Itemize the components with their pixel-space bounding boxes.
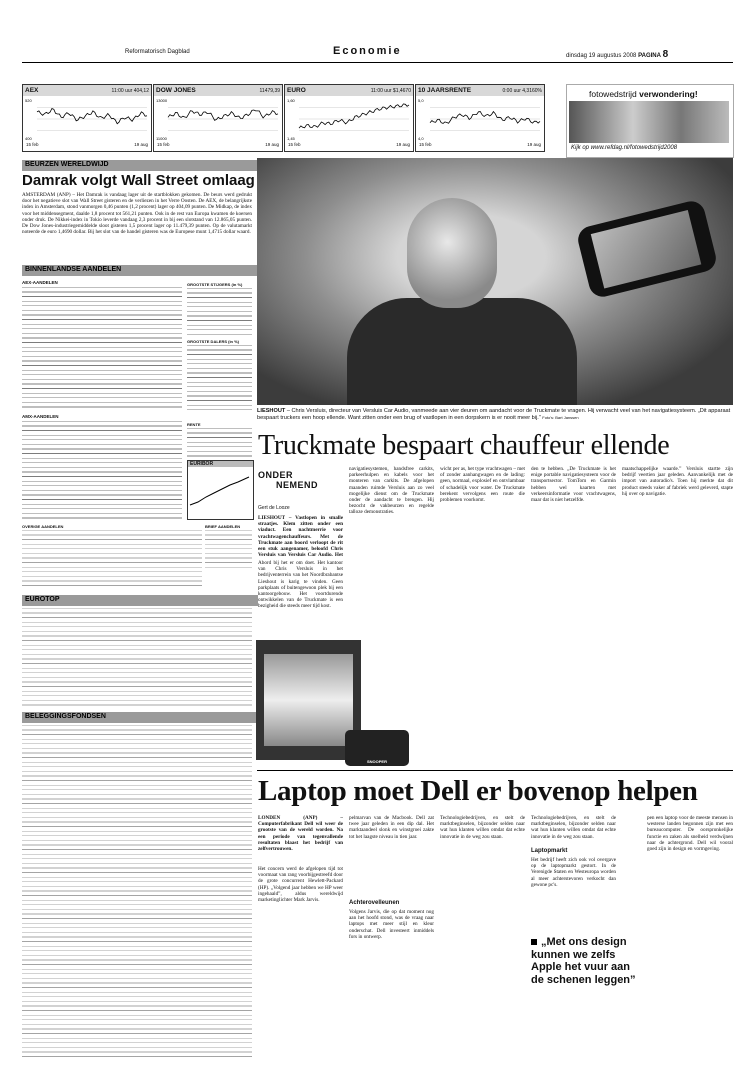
dell-col2a: pelmarvan van de Macbook. Dell zat twee jaar geleden in een dip dal. Het marktaandeel slonk en winstgroei zakte tot het laagste niveau in tien jaar. <box>349 815 434 840</box>
chart-y-bottom: 1,45 <box>287 136 295 141</box>
pull-quote: „Met ons design kunnen we zelfs Apple het vuur aan de schenen leggen” <box>531 936 636 986</box>
brief-table <box>205 530 252 570</box>
chart-plot <box>23 96 149 142</box>
author: Gert de Looze <box>258 505 290 511</box>
top-gainers-table <box>187 288 252 335</box>
amx-table-title: AMX-AANDELEN <box>22 414 59 419</box>
top-losers-title: GROOTSTE DALERS (in %) <box>187 339 239 344</box>
chart-x-start: 15 feb <box>26 142 39 147</box>
section-title: Economie <box>333 45 402 57</box>
beleggingsfondsen-table <box>22 725 252 1060</box>
dell-lead: LONDEN (ANP) – Computerfabrikant Dell wil weer de grootste van de wereld worden. Na een periode van tegenvallende resultaten blaast het bedrijf van zelfvertrouwen. <box>258 815 343 853</box>
feature-lead: LIESHOUT – Vastlopen in smalle straatjes. Klem zitten onder een viaduct. Een nachtmerrie voor vrachtwagenchauffeurs. Met de Truckmate aan boord verloopt de rit een stuk aangenamer, beloofd Chris Versluis van Versluis Car Audio. Het <box>258 515 343 557</box>
chart-y-top: 1,60 <box>287 98 295 103</box>
euribor-line <box>188 467 251 512</box>
euribor-chart: EURIBOR <box>187 460 254 520</box>
promo-photo <box>569 101 729 143</box>
chart-y-top: 13000 <box>156 98 168 103</box>
dell-col4b: Het bedrijf heeft zich ook vol overgave op de laptopmarkt gestort. In de Verenigde Staten en Westeuropa worden al meer achterstevoren verkocht dan gewone pc's. <box>531 857 616 888</box>
chart-name: AEX <box>25 87 39 94</box>
section-header-beleggingsfondsen: BELEGGINGSFONDSEN <box>22 712 258 723</box>
beurzen-article: AMSTERDAM (ANP) – Het Damrak is vandaag lager uit de startblokken gekomen. De beurs werd gedrukt door het negatieve slot van Wall Street gisteren en de verliezen in het Verre Oosten. De AEX, de belangrijkste index in Amsterdam, stond vanmorgen 0,46 punten (1,2 procent) lager op 404,09 punten. De Midkap, de index voor het middensegment, daalde 1,8 procent tot 561,21 punten. Ook in de rest van Europa kwamen de koersen onder druk. De Nikkei-index in Tokio leverde vandaag 2,3 procent in bij een slotstand van 12.865,05 punten. De Dow Jones-industriegemiddelde sloot gisteren 1,5 procent lager op 11.479,39 punten. Op de valutamarkt noteerde de euro 1,4690 dollar. Bij het slot van de handel gisteren was de Europese munt 1,4715 dollar waard. <box>22 192 252 236</box>
chart-x-end: 19 aug <box>527 142 541 147</box>
chart-y-bottom: 4,0 <box>418 136 424 141</box>
aex-shares-table <box>22 287 182 411</box>
chart-name: 10 JAARSRENTE <box>418 87 472 94</box>
section-header-binnenlandse: BINNENLANDSE AANDELEN <box>22 265 258 276</box>
date-page: dinsdag 19 augustus 2008 PAGINA 8 <box>566 49 669 60</box>
chart-plot <box>416 96 542 142</box>
top-losers-table <box>187 345 252 413</box>
feature-col5: maatschappelijke waarde.” Versluis startte zijn bedrijf veertien jaar geleden. Aanvankelijk met de import van autoradio's. Toen hij merkte dat dit product steeds vaker af fabriek werd geleverd, stapte hij over op navigatie. <box>622 466 733 497</box>
dell-col3: Technologiebedrijven, en stelt de marktbeginselen, bijzonder selden naar wat hun klanten willen omdat dat echte innovatie in de weg zou staan. <box>440 815 525 840</box>
chart-value: 0:00 uur 4,3160% <box>502 87 542 94</box>
chart-x-start: 15 feb <box>288 142 301 147</box>
dell-col1: Het concern werd de afgelopen tijd tot voormaat van rang voorbijgestreefd door de grote concurrent Hewlett-Packard (HP). „Volgend jaar hebben we HP weer ingehaald”, aldus wereldwijd marketinglichter Mark Jarvis. <box>258 866 343 904</box>
article-divider <box>257 770 733 771</box>
chart-y-top: 5,0 <box>418 98 424 103</box>
chart-plot <box>285 96 411 142</box>
chart-line <box>37 109 147 124</box>
amx-shares-table <box>22 421 182 521</box>
chart-x-end: 19 aug <box>396 142 410 147</box>
dell-subhead-2: Laptopmarkt <box>531 848 568 854</box>
top-gainers-title: GROOTSTE STIJGERS (in %) <box>187 282 243 287</box>
dell-col5: pen een laptop voor de meeste mensen in westerse landen begonnen zijn met een bureaucomputer. De oorspronkelijke functie en zaken als snelheid verdwijnen naar de achtergrond. Dell wil vooral goed zijn in design en vormgeving. <box>647 815 733 853</box>
chart-plot <box>154 96 280 142</box>
ondernemend-badge: ONDER NEMEND <box>258 470 319 490</box>
headline-damrak: Damrak volgt Wall Street omlaag <box>22 172 255 189</box>
chart-euro <box>284 84 414 152</box>
dell-col4a: Technologiebedrijven, en stelt de marktbeginselen, bijzonder selden naar wat hun klanten willen omdat dat echte innovatie in de weg zou staan. <box>531 815 616 840</box>
section-header-eurotop: EUROTOP <box>22 595 258 606</box>
chart-name: EURO <box>287 87 306 94</box>
chart-dow-jones <box>153 84 283 152</box>
promo-url[interactable]: Kijk op www.refdag.nl/fotowedstrijd2008 <box>571 145 678 151</box>
section-header-beurzen: BEURZEN WERELDWIJD <box>22 160 258 171</box>
brief-title: BRIEF AANDELEN <box>205 524 241 529</box>
chart-x-end: 19 aug <box>265 142 279 147</box>
feature-photo <box>257 158 733 405</box>
overige-table <box>22 530 202 588</box>
chart-value: 11479,39 <box>259 87 280 94</box>
feature-col3: wicht per as, het type vrachtwagen – met of zonder aanhangwagen en de lading: geen, normaal, explosief en ontvlambaar of schadelijk voor water. De Truckmate berekent vervolgens een route die problemen voorkomt. <box>440 466 525 504</box>
chart-aex <box>22 84 152 152</box>
chart-x-start: 15 feb <box>157 142 170 147</box>
chart-y-top: 520 <box>25 98 32 103</box>
dell-col2b: Volgens Jarvis, die op dat moment nog aan het hoofd stond, was de vraag naar laptops met meer stijl en kleur onderschat. Dell investeert inmiddels fors in ontwerp. <box>349 909 434 940</box>
snooper-device-photo: SNOOPER <box>345 730 409 766</box>
headline-dell: Laptop moet Dell er bovenop helpen <box>258 775 698 807</box>
feature-col4: den te hebben. „De Truckmate is het enige portable navigatiesysteem voor de transportsector. TomTom en Garmin hebben wel kaarten met verkeersinformatie voor vrachtwagens, maar dat is niet hetzelfde. <box>531 466 616 504</box>
chart-x-start: 15 feb <box>419 142 432 147</box>
chart-name: DOW JONES <box>156 87 196 94</box>
overige-title: OVERIGE AANDELEN <box>22 524 64 529</box>
chart-x-end: 19 aug <box>134 142 148 147</box>
chart-value: 11:00 uur 404,12 <box>111 87 149 94</box>
rente-table <box>187 428 252 458</box>
header-rule <box>22 62 733 63</box>
photo-contest-promo[interactable]: fotowedstrijd verwondering! Kijk op www.refdag.nl/fotowedstrijd2008 <box>566 84 734 158</box>
headline-truckmate: Truckmate bespaart chauffeur ellende <box>258 430 670 461</box>
chart-y-bottom: 400 <box>25 136 32 141</box>
newspaper-name: Reformatorisch Dagblad <box>125 49 190 55</box>
chart-line <box>430 112 540 124</box>
eurotop-table <box>22 608 252 708</box>
chart-value: 11:00 uur $1,4670 <box>370 87 411 94</box>
chart-y-bottom: 11000 <box>156 136 167 141</box>
aex-table-title: AEX-AANDELEN <box>22 280 58 285</box>
rente-title: RENTE <box>187 422 201 427</box>
feature-col1: Abord bij het er om doet. Het kantoor van Chris Versluis in het bedrijventerrein van het Noordbrabantse Lieshout is karig te vinden. Geen parkplaats of buitengewoon plek bij een kantoorgebouw. Het voortdurende ontwikkelen van de Truckmate is een bezigheid die steeds meer tijd kost. <box>258 560 343 610</box>
chart-10-jaarsrente <box>415 84 545 152</box>
truckmate-device-image <box>575 198 719 299</box>
feature-col2: navigatiesystemen, handsfree carkits, parkeerhulpen en kabels voor het monteren van carkits. De afgelopen maanden ruimde Versluis aan zo veel mogelijke dienst om de Truckmate onder de aandacht te brengen. Hij bezocht de vakbeurzen en regelde talloze demonstraties. <box>349 466 434 516</box>
photo-caption: LIESHOUT – Chris Versluis, directeur van Versluis Car Audio, vanmeede aan vier deuren om aandacht voor de Truckmate te vragen. Hij verwacht veel van het navigatiesysteem. „Dit apparaat bespaart truckers een hoop ellende. Want zitten onder een brug of vastlopen in een dorpskern is er nooit meer bij.” Foto's: Bart Janssen <box>257 408 731 421</box>
dell-subhead-1: Achterovelleunen <box>349 900 400 906</box>
